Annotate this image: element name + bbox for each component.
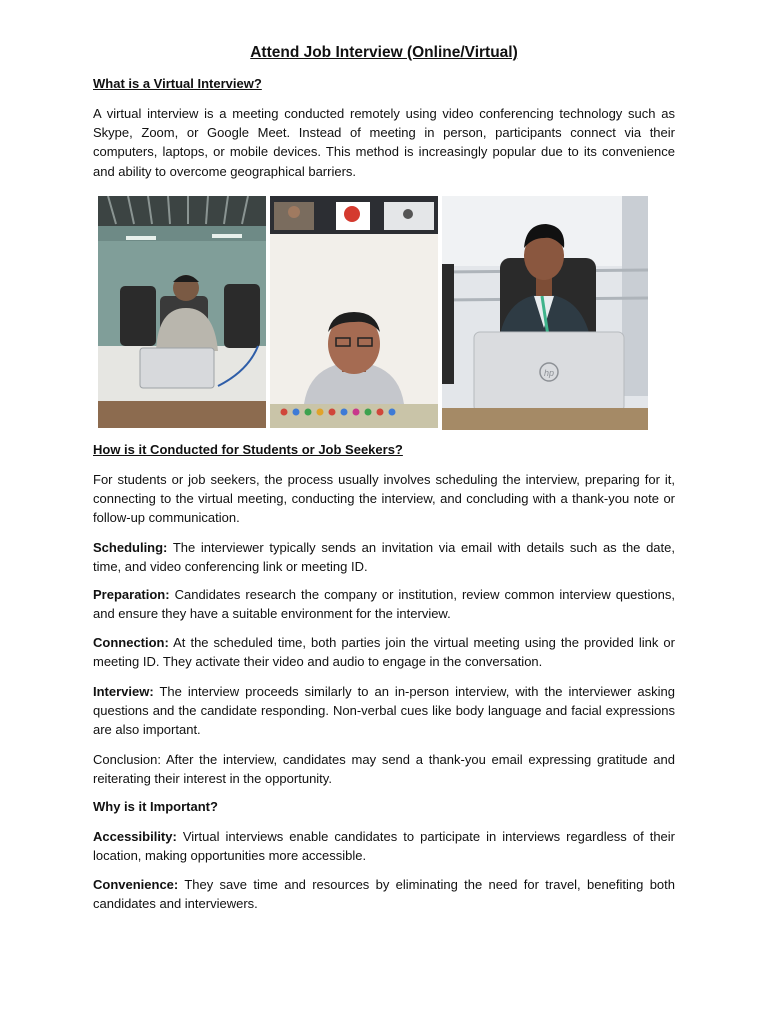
benefit-accessibility xyxy=(93,827,675,865)
benefit-text: Virtual interviews enable candidates to participate in interviews regardless of their location, making opportunities more accessible. xyxy=(93,829,675,864)
section-heading-why-important: Why is it Important? xyxy=(93,799,218,814)
svg-text:hp: hp xyxy=(543,368,555,378)
step-preparation xyxy=(93,585,675,623)
step-text: Candidates research the company or institution, review common interview questions, and ensure they have a suitable environment for the interview. xyxy=(93,587,675,622)
step-text: At the scheduled time, both parties join the virtual meeting using the provided link or meeting ID. They activate their video and audio to engage in the conversation. xyxy=(93,635,675,670)
page-title: Attend Job Interview (Online/Virtual) xyxy=(250,44,518,61)
step-label: Connection: xyxy=(93,635,169,650)
step-interview xyxy=(93,682,675,740)
section-what-is-body: A virtual interview is a meeting conducted remotely using video conferencing technology such as Skype, Zoom, or Google Meet. Instead of meeting in person, participants connect via their computers, laptops, or mobile devices. This method is increasingly popular due to its convenience and ability to overcome geographical barriers. xyxy=(93,106,675,179)
benefit-convenience xyxy=(93,875,675,913)
benefit-label: Accessibility: xyxy=(93,829,177,844)
step-label: Scheduling: xyxy=(93,540,168,555)
step-scheduling xyxy=(93,538,675,576)
benefit-label: Convenience: xyxy=(93,877,179,892)
how-conducted-intro: For students or job seekers, the process usually involves scheduling the interview, preparing for it, connecting to the virtual meeting, conducting the interview, and concluding with a thank-you note or follow-up communication. xyxy=(93,472,675,526)
section-heading-how-conducted: How is it Conducted for Students or Job Seekers? xyxy=(93,442,403,457)
office-candidate-photo xyxy=(98,196,266,428)
video-call-screenshot-photo xyxy=(270,196,438,428)
step-label: Interview: xyxy=(93,684,154,699)
step-connection xyxy=(93,633,675,671)
benefit-text: They save time and resources by eliminating the need for travel, benefiting both candidates and interviewers. xyxy=(93,877,675,912)
candidate-laptop-photo xyxy=(442,196,648,430)
step-label: Preparation: xyxy=(93,587,170,602)
step-text: The interviewer typically sends an invitation via email with details such as the date, time, and video conferencing link or meeting ID. xyxy=(93,540,675,575)
section-heading-what-is: What is a Virtual Interview? xyxy=(93,76,262,91)
step-conclusion: Conclusion: After the interview, candidates may send a thank-you email expressing gratitude and reiterating their interest in the opportunity. xyxy=(93,752,675,787)
step-text: The interview proceeds similarly to an in-person interview, with the interviewer asking questions and the candidate responding. Non-verbal cues like body language and facial expressions are also important. xyxy=(93,684,675,738)
interview-photo-strip xyxy=(98,196,648,430)
